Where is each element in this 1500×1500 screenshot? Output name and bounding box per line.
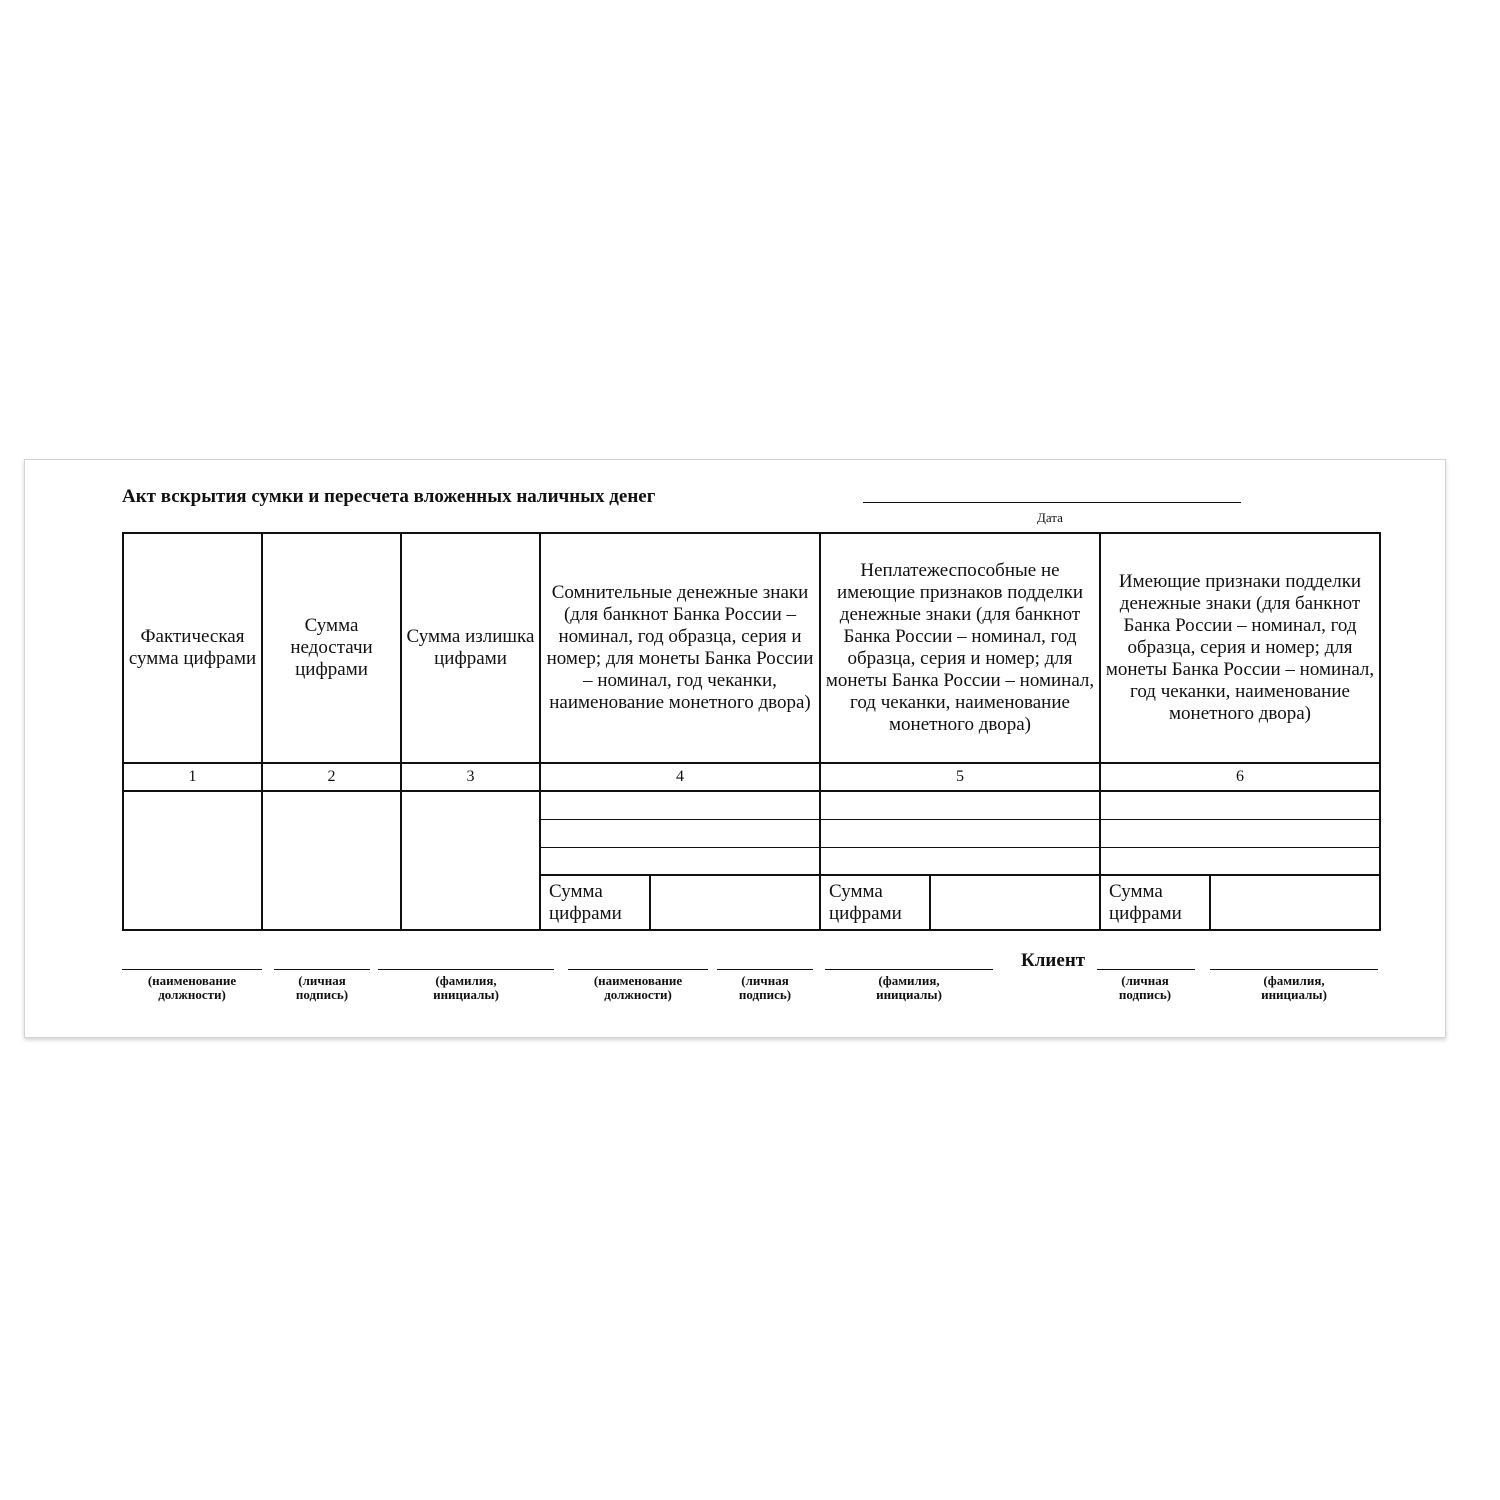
counterfeit-entry-row[interactable] [1101,820,1379,848]
caption-full-name: (фамилия, инициалы) [433,973,499,1002]
caption-personal-signature: (личная подпись) [1118,973,1172,1002]
insolvent-sum-value[interactable] [931,876,1099,929]
doubtful-sum-label: Сумма цифрами [541,876,651,929]
doubtful-entry-row[interactable] [541,792,819,820]
surplus-sum-cell[interactable] [401,791,540,930]
insolvent-notes-cell [820,791,1100,930]
header-actual-sum: Фактическая сумма цифрами [123,533,262,763]
doubtful-entry-row[interactable] [541,820,819,848]
actual-sum-cell[interactable] [123,791,262,930]
column-number-5: 5 [820,763,1100,791]
signature-line[interactable] [825,969,993,970]
signature-line[interactable] [717,969,813,970]
signature-line[interactable] [568,969,708,970]
signature-line[interactable] [274,969,370,970]
header-counterfeit-notes: Имеющие признаки подделки денежные знаки (для банкнот Банка России – номинал, год образца, серия и номер; для монеты Банка России – номинал, год чеканки, наименование монетного двора) [1100,533,1380,763]
signature-line[interactable] [122,969,262,970]
client-label: Клиент [1021,950,1086,971]
date-field-line[interactable] [863,502,1241,503]
shortage-sum-cell[interactable] [262,791,401,930]
insolvent-sum-label: Сумма цифрами [821,876,931,929]
column-number-1: 1 [123,763,262,791]
header-insolvent-notes: Неплатежеспособные не имеющие признаков подделки денежные знаки (для банкнот Банка России – номинал, год образца, серия и номер; для монеты Банка России – номинал, год чеканки, наименование монетного двора) [820,533,1100,763]
header-doubtful-notes: Сомнительные денежные знаки (для банкнот Банка России – номинал, год образца, серия и номер; для монеты Банка России – номинал, год чеканки, наименование монетного двора) [540,533,820,763]
signature-line[interactable] [1210,969,1378,970]
insolvent-entry-row[interactable] [821,820,1099,848]
form-title: Акт вскрытия сумки и пересчета вложенных наличных денег [122,486,656,507]
caption-full-name: (фамилия, инициалы) [876,973,942,1002]
caption-position-title: (наименование должности) [147,973,237,1002]
column-number-6: 6 [1100,763,1380,791]
act-form-sheet [24,459,1446,1038]
caption-personal-signature: (личная подпись) [295,973,349,1002]
counterfeit-entry-row[interactable] [1101,848,1379,876]
cash-count-table [122,532,1381,931]
doubtful-entry-row[interactable] [541,848,819,876]
column-number-2: 2 [262,763,401,791]
caption-position-title: (наименование должности) [593,973,683,1002]
insolvent-entry-row[interactable] [821,848,1099,876]
caption-personal-signature: (личная подпись) [738,973,792,1002]
header-shortage-sum: Сумма недостачи цифрами [262,533,401,763]
column-number-3: 3 [401,763,540,791]
doubtful-notes-cell [540,791,820,930]
insolvent-entry-row[interactable] [821,792,1099,820]
signature-line[interactable] [1097,969,1195,970]
signature-line[interactable] [378,969,554,970]
caption-full-name: (фамилия, инициалы) [1261,973,1327,1002]
counterfeit-sum-value[interactable] [1211,876,1379,929]
counterfeit-notes-cell [1100,791,1380,930]
counterfeit-entry-row[interactable] [1101,792,1379,820]
counterfeit-sum-label: Сумма цифрами [1101,876,1211,929]
header-surplus-sum: Сумма излишка цифрами [401,533,540,763]
doubtful-sum-value[interactable] [651,876,819,929]
column-number-4: 4 [540,763,820,791]
date-label: Дата [1037,510,1063,525]
